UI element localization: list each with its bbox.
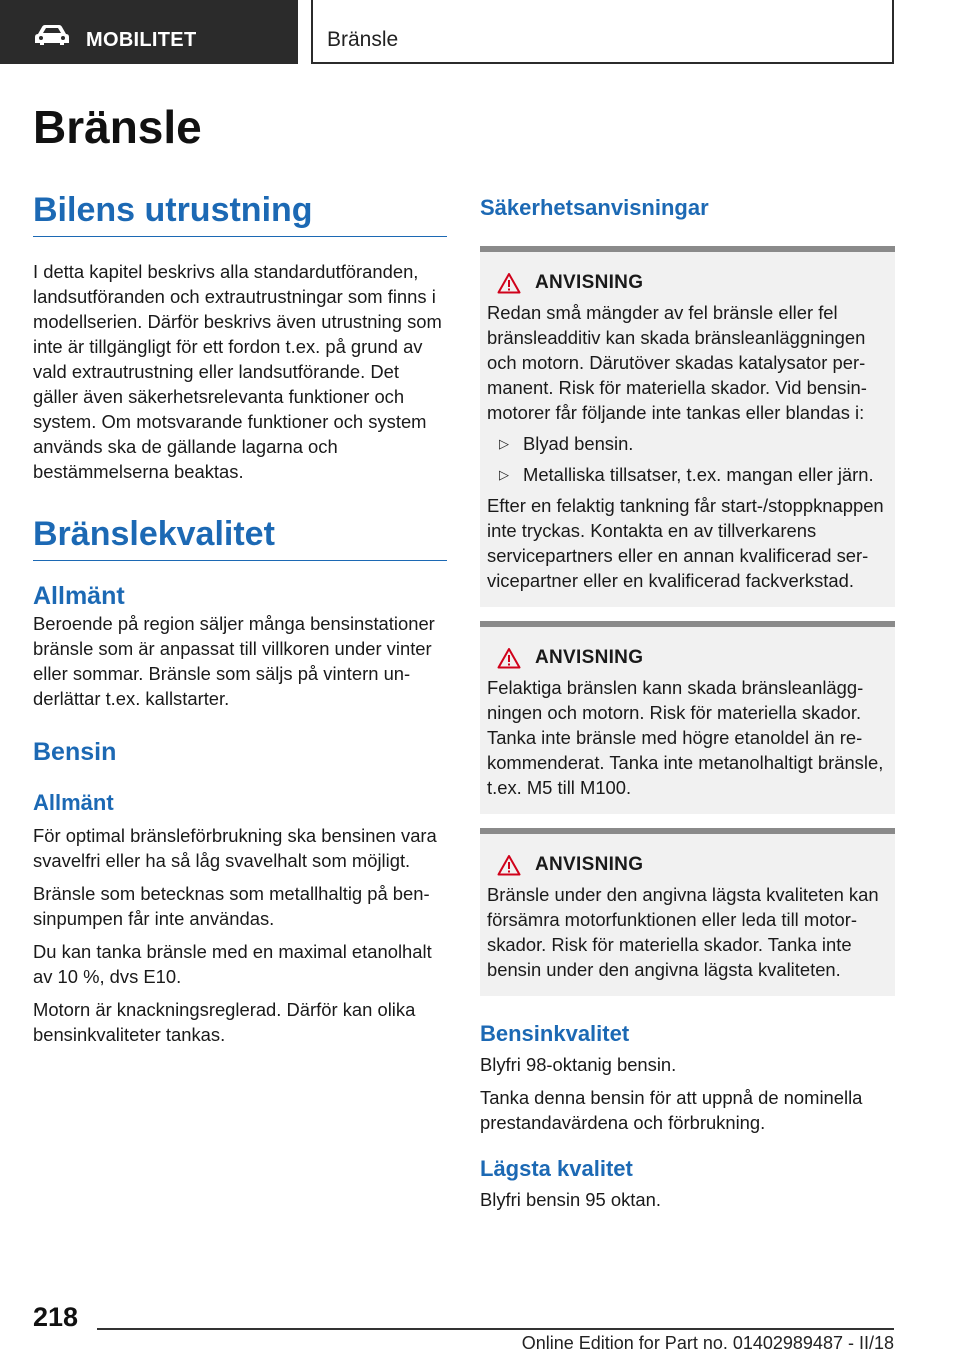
petrol-paragraph-3: Du kan tanka bränsle med en maximal etanolhalt av 10 %, dvs E10. — [33, 941, 432, 987]
warning-text: Bränsle under den angivna lägsta kvaliteten kan försämra motorfunktionen eller leda till motorskador. Risk för materiella skador. Tanka inte bensin under den angivna lägsta kvaliteten. — [487, 884, 879, 980]
heading-min-quality: Lägsta kvalitet — [480, 1156, 633, 1181]
bullet-triangle-icon: ▷ — [499, 467, 509, 482]
bullet-triangle-icon: ▷ — [499, 436, 509, 451]
footer-divider — [97, 1328, 894, 1330]
warning-triangle-icon — [497, 854, 521, 876]
heading-safety: Säkerhetsanvisningar — [480, 195, 709, 220]
warning-title: ANVISNING — [535, 647, 644, 668]
heading-petrol-quality: Bensinkvalitet — [480, 1021, 630, 1046]
section-tab — [0, 0, 298, 64]
heading-fuel-quality: Bränslekvalitet — [33, 514, 447, 561]
chapter-header — [311, 0, 894, 64]
heading-equipment: Bilens utrustning — [33, 190, 447, 237]
warning-text-after: Efter en felaktig tankning får start-/stoppknappen inte tryckas. Kontakta en av tillverkarens servicepartners eller en annan kvalificerad servicepartner eller en kvalificerad fackverkstad. — [487, 495, 884, 591]
warning-box — [480, 828, 895, 996]
general-paragraph: Beroende på region säljer många bensinstationer bränsle som är anpassat till villkoren under vinter eller sommar. Bränsle som säljs på vintern underlättar t.ex. kallstarter. — [33, 613, 435, 709]
car-icon — [34, 24, 70, 46]
heading-general: Allmänt — [33, 582, 125, 610]
list-item — [499, 462, 887, 487]
warning-text: Redan små mängder av fel bränsle eller fel bränsleadditiv kan skada bränsleanläggningen och motorn. Därutöver skadas katalysator permanent. Risk för materiella skador. Vid bensinmotorer får följande inte tankas eller blandas i: — [487, 302, 867, 423]
heading-petrol-general: Allmänt — [33, 790, 114, 815]
list-item-text: Metalliska tillsatser, t.ex. mangan eller järn. — [523, 464, 874, 485]
warning-header — [487, 854, 887, 876]
warning-header — [487, 647, 887, 669]
petrol-paragraph-2: Bränsle som betecknas som metallhaltig på bensinpumpen får inte användas. — [33, 883, 430, 929]
petrol-quality-paragraph-1: Blyfri 98-oktanig bensin. — [480, 1054, 677, 1075]
chapter-label: Bränsle — [327, 28, 399, 51]
page-number: 218 — [33, 1302, 79, 1332]
warning-text: Felaktiga bränslen kann skada bränsleanläggningen och motorn. Risk för materiella skador. Tanka inte bränsle med högre etanoldel än rekommenderat. Tanka inte metanolhaltigt bränsle, t.ex. M5 till M100. — [487, 677, 884, 798]
heading-petrol: Bensin — [33, 738, 117, 766]
list-item — [499, 431, 887, 456]
warning-box — [480, 621, 895, 814]
min-quality-paragraph: Blyfri bensin 95 oktan. — [480, 1189, 661, 1210]
right-column — [480, 190, 895, 1212]
edition-note: Online Edition for Part no. 01402989487 - II/18 — [521, 1333, 894, 1353]
section-label: MOBILITET — [86, 29, 197, 51]
warning-box — [480, 246, 895, 607]
warning-title: ANVISNING — [535, 272, 644, 293]
petrol-paragraph-4: Motorn är knackningsreglerad. Därför kan olika bensinkvaliteter tankas. — [33, 999, 416, 1045]
list-item-text: Blyad bensin. — [523, 433, 634, 454]
equipment-paragraph: I detta kapitel beskrivs alla standardutföranden, landsutföranden och extrautrustningar som finns i modellserien. Därför beskrivs även utrustning som inte är tillgängligt för ett fordon t.ex. på grund av vald extrautrustning eller landsutförande. Det gäller även säkerhetsrelevanta funktioner och system. Om motsvarande funktioner och system används ska de gällande lagarna och bestämmelserna beaktas. — [33, 261, 442, 482]
left-column — [33, 190, 447, 1047]
petrol-paragraph-1: För optimal bränsleförbrukning ska bensinen vara svavelfri eller ha så låg svavelhalt som möjligt. — [33, 825, 437, 871]
page-title: Bränsle — [33, 101, 202, 153]
warning-triangle-icon — [497, 647, 521, 669]
warning-triangle-icon — [497, 272, 521, 294]
petrol-quality-paragraph-2: Tanka denna bensin för att uppnå de nominella prestandavärdena och förbrukning. — [480, 1087, 863, 1133]
warning-header — [487, 272, 887, 294]
warning-title: ANVISNING — [535, 854, 644, 875]
